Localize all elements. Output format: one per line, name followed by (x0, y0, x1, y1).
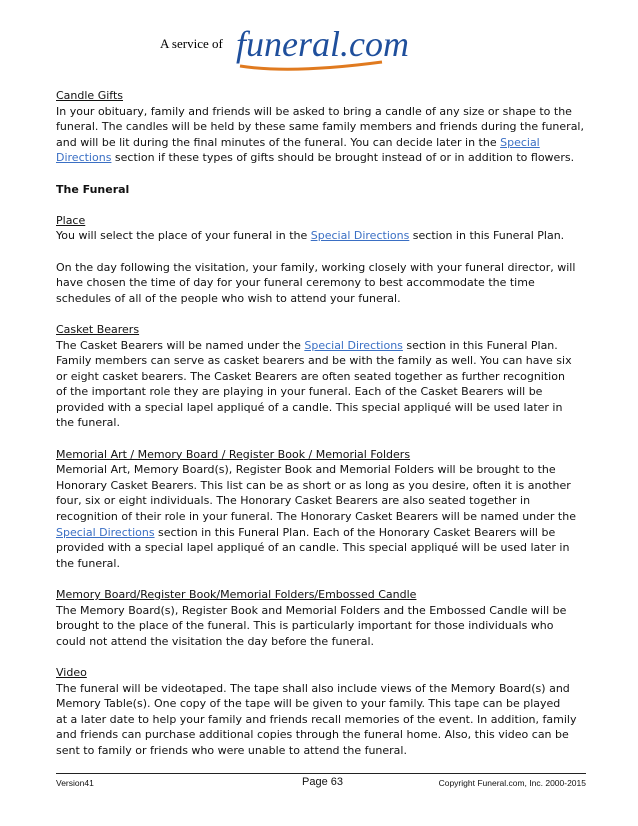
body-line: could not attend the visitation the day before the funeral. (56, 634, 375, 648)
special-directions-link[interactable]: Special Directions (310, 229, 410, 243)
section-heading-memorial-art: Memorial Art / Memory Board / Register Book / Memorial Folders (56, 447, 411, 461)
body-line: Memory Table(s). One copy of the tape will be given to your family. This tape can be played (56, 697, 561, 711)
page-footer (56, 776, 586, 792)
body-line: provided with a special lapel appliqué of an candle. This special appliqué will be used later in (56, 541, 570, 555)
body-line (56, 338, 592, 354)
body-line: sent to family or friends who were unable to attend the funeral. (56, 743, 407, 757)
funeral-com-logo (232, 22, 412, 72)
section-heading-place: Place (56, 213, 86, 227)
body-line: funeral. The candles will be held by these same family members and friends during the funeral, (56, 120, 584, 134)
body-text: section in this Funeral Plan. (409, 229, 565, 243)
body-line: The Memory Board(s), Register Book and Memorial Folders and the Embossed Candle will be (56, 603, 567, 617)
special-directions-link[interactable]: Special Directions (304, 338, 403, 352)
body-line: of the important role they are playing in your funeral. Each of the Casket Bearers will be (56, 385, 543, 399)
body-line: the funeral. (56, 556, 120, 570)
body-text: section in this Funeral Plan. Each of the Honorary Casket Bearers will be (154, 525, 556, 539)
body-line: brought to the place of the funeral. This is particularly important for those individuals who (56, 619, 554, 633)
body-line: four, six or eight individuals. The Honorary Casket Bearers are also seated together in (56, 494, 531, 508)
footer-divider (56, 773, 586, 774)
body-line (56, 135, 592, 151)
document-body (56, 88, 592, 759)
body-line: The funeral will be videotaped. The tape shall also include views of the Memory Board(s) and (56, 681, 570, 695)
body-text: You will select the place of your funeral in the (56, 229, 311, 243)
page-number: Page 63 (302, 776, 343, 788)
body-line: at a later date to help your family and friends recall memories of the event. In addition, family (56, 712, 577, 726)
logo-wordmark: funeral.com (236, 24, 409, 64)
body-line (56, 228, 592, 244)
section-heading-candle-gifts: Candle Gifts (56, 89, 123, 102)
body-line: Family members can serve as casket bearers and be with the family as well. You can have six (56, 354, 572, 368)
body-line: the funeral. (56, 416, 120, 430)
body-line: or eight casket bearers. The Casket Bearers are often seated together as further recognition (56, 369, 565, 383)
body-text: section in this Funeral Plan. (402, 338, 558, 352)
body-line: Honorary Casket Bearers. This list can be as short or as long as you desire, often it is another (56, 478, 571, 492)
body-text: and will be lit during the final minutes of the funeral. You can decide later in the (56, 135, 497, 149)
body-line: provided with a special lapel appliqué of a candle. This special appliqué will be used later in (56, 400, 563, 414)
body-line: On the day following the visitation, your family, working closely with your funeral director, will (56, 260, 576, 274)
section-heading-memory-board: Memory Board/Register Book/Memorial Folders/Embossed Candle (56, 588, 417, 601)
copyright-notice: Copyright Funeral.com, Inc. 2000-2015 (438, 778, 586, 788)
section-heading-casket-bearers: Casket Bearers (56, 322, 140, 336)
body-line: recognition of their role in your funeral. The Honorary Casket Bearers will be named under the (56, 510, 576, 524)
version-label: Version41 (56, 778, 94, 788)
page-header (0, 22, 638, 78)
body-line: schedules of all of the people who wish to attend your funeral. (56, 291, 401, 305)
body-text: section if these types of gifts should be brought instead of or in addition to flowers. (111, 151, 575, 165)
body-line (56, 525, 592, 541)
body-text: The Casket Bearers will be named under the (56, 338, 305, 352)
section-heading-video: Video (56, 665, 87, 679)
service-text: A service of (160, 36, 223, 51)
special-directions-link[interactable]: Special Directions (56, 525, 155, 539)
body-line (56, 150, 592, 166)
section-heading-the-funeral: The Funeral (56, 182, 130, 196)
special-directions-link[interactable]: Special (500, 135, 540, 149)
body-line: In your obituary, family and friends will be asked to bring a candle of any size or shape to the (56, 104, 572, 118)
body-line: Memorial Art, Memory Board(s), Register Book and Memorial Folders will be brought to the (56, 463, 556, 477)
special-directions-link[interactable]: Directions (56, 151, 112, 165)
body-line: and friends can purchase additional copies through the funeral home. Also, this video can be (56, 728, 569, 742)
body-line: have chosen the time of day for your funeral ceremony to best accommodate the time (56, 276, 535, 290)
